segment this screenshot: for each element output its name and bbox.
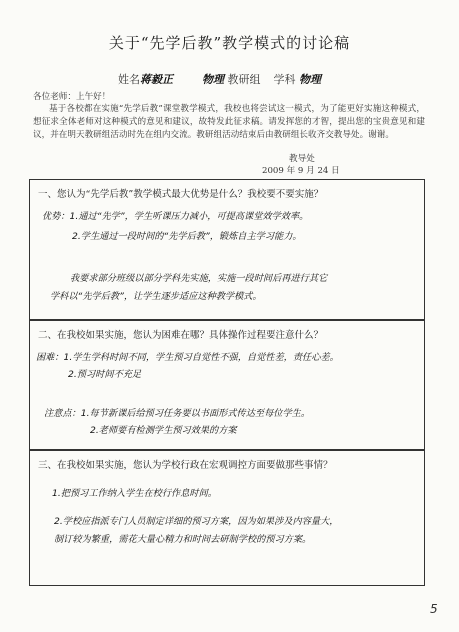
answer-line: 2.预习时间不充足 (68, 369, 142, 380)
answer-line: 困难：1.学生学科时间不同，学生预习自觉性不强，自觉性差，责任心差。 (36, 352, 339, 363)
answer-line: 优势：1.通过“先学”，学生听课压力减小，可提高课堂效学效率。 (42, 211, 309, 222)
page-number: 5 (430, 602, 438, 616)
question-2: 二、在我校如果实施，您认为困难在哪？具体操作过程要注意什么？ (38, 330, 324, 341)
signature: 教导处 (289, 154, 315, 164)
body-paragraph: 基于各校都在实施“先学后教”课堂教学模式，我校也将尝试这一模式，为了能更好实施这种模式，想征求全体老师对这种模式的意见和建议，故特发此征求稿。请发挥您的才智，提出您的宝贵意见和建议，并在明天教研组活动时先在组内交流。教研组活动结束后由教研组长收齐交教导处。谢谢。 (33, 104, 425, 140)
question-box-3 (29, 450, 425, 586)
group-label: 教研组 (227, 73, 261, 86)
question-box-2 (29, 320, 425, 450)
document-title: 关于“先学后教”教学模式的讨论稿 (108, 34, 351, 52)
group-value: 物理 (202, 73, 224, 86)
answer-line: 我要求部分班级以部分学科先实施，实施一段时间后再进行其它 (70, 273, 328, 284)
answer-line: 2.老师要有检测学生预习效果的方案 (90, 425, 237, 436)
answer-line: 注意点：1.每节新课后给预习任务要以书面形式传达至每位学生。 (44, 408, 311, 419)
date: 2009 年 9 月 24 日 (262, 166, 340, 176)
answer-line: 2.学生通过一段时间的“先学后教”，锻炼自主学习能力。 (72, 231, 302, 242)
answer-line: 制订较为繁重，需花大量心精力和时间去研制学校的预习方案。 (54, 534, 312, 545)
name-row (118, 71, 321, 87)
question-1: 一、您认为“先学后教”教学模式最大优势是什么？我校要不要实施？ (38, 189, 324, 200)
answer-line: 学科以“先学后教”，让学生逐步适应这种教学模式。 (50, 291, 262, 302)
answer-line: 1.把预习工作纳入学生在校行作息时间。 (52, 488, 217, 499)
question-box-1 (29, 179, 425, 320)
greeting: 各位老师：上午好！ (33, 92, 111, 102)
subject-label: 学科 (273, 73, 296, 86)
name-value: 蒋毅正 (140, 73, 173, 86)
question-3: 三、在我校如果实施，您认为学校行政在宏观调控方面要做那些事情？ (38, 460, 333, 471)
name-label: 姓名 (118, 73, 140, 86)
subject-value: 物理 (299, 73, 321, 86)
answer-line: 2.学校应指派专门人员制定详细的预习方案，因为如果涉及内容量大， (54, 516, 339, 527)
